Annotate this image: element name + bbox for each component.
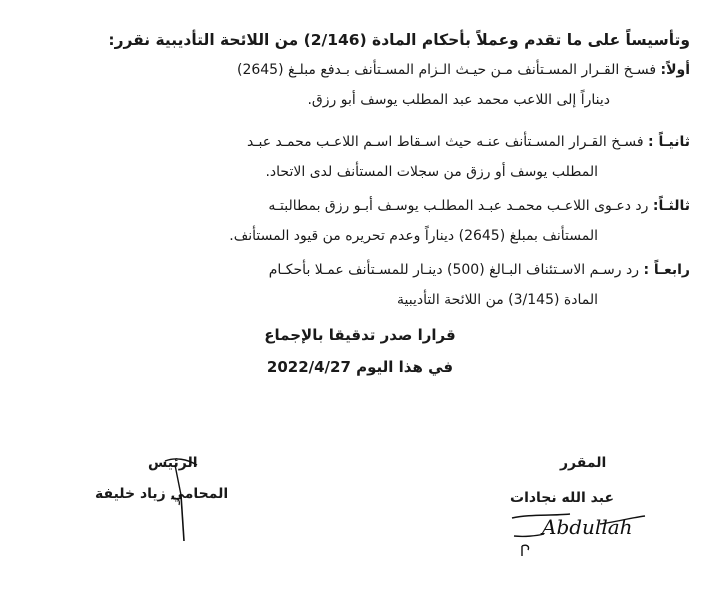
item-4-line-1 xyxy=(269,262,690,278)
rapporteur-signature xyxy=(500,506,650,558)
item-1-text-1: فسـخ القـرار المسـتأنف مـن حيـث الـزام المسـتأنف بـدفع مبلـغ (2645) xyxy=(236,62,657,78)
decision-statement: قرارا صدر تدقيقا بالإجماع xyxy=(264,326,456,344)
item-4-text-1: رد رسـم الاسـتئناف البـالغ (500) دينـار للمسـتأنف عمـلا بأحكـام xyxy=(268,262,639,278)
item-3-text-1: رد دعـوى اللاعـب محمـد عبـد المطلـب يوسـف أبـو رزق بمطالبتـه xyxy=(268,198,649,214)
item-4-text-2: المادة (3/145) من اللائحة التأديبية xyxy=(396,292,598,308)
item-1-text-2: ديناراً إلى اللاعب محمد عبد المطلب يوسف أبو رزق. xyxy=(307,92,610,108)
president-signature xyxy=(145,455,215,545)
item-3-line-1 xyxy=(268,198,690,214)
item-2-text-2: المطلب يوسف أو رزق من سجلات المستأنف لدى الاتحاد. xyxy=(265,164,598,180)
item-1-line-1 xyxy=(237,62,690,78)
item-2-text-1: فسـخ القـرار المسـتأنف عنـه حيث اسـقاط اسـم اللاعـب محمـد عبـد xyxy=(247,134,644,150)
decision-intro: وتأسيساً على ما تقدم وعملاً بأحكام المادة (2/146) من اللائحة التأديبية نقرر: xyxy=(108,31,690,49)
item-3-label: ثالثـاً: xyxy=(652,198,690,214)
rapporteur-title: المقرر xyxy=(560,455,607,471)
president-title: الرئيس xyxy=(148,455,198,471)
item-1-label: أولاً: xyxy=(660,62,690,78)
item-2-label: ثانيـاً : xyxy=(648,134,690,150)
svg-text:Abdullah: Abdullah xyxy=(542,515,633,539)
item-2-line-1 xyxy=(247,134,690,150)
decision-date: في هذا اليوم 2022/4/27 xyxy=(266,358,454,376)
item-4-label: رابعـاً : xyxy=(643,262,690,278)
item-3-text-2: المستأنف بمبلغ (2645) ديناراً وعدم تحريره من قيود المستأنف. xyxy=(229,228,598,244)
president-name: المحامي زياد خليفة xyxy=(95,486,229,502)
rapporteur-name: عبد الله نجادات xyxy=(510,490,615,506)
